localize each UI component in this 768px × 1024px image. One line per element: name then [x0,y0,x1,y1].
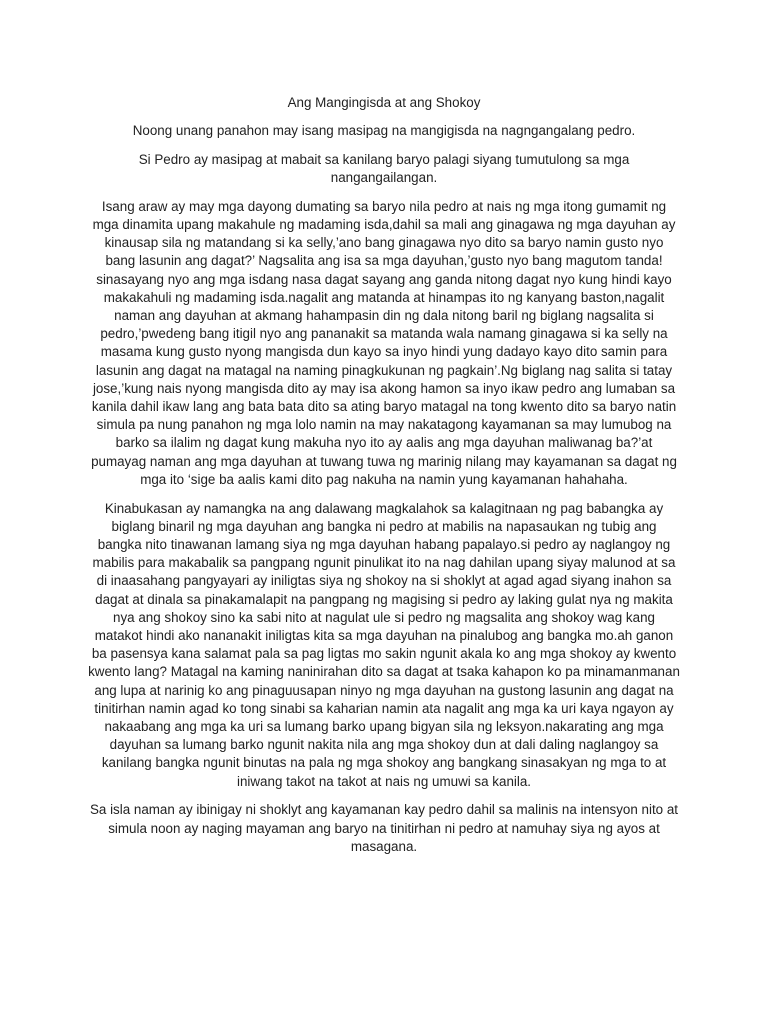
paragraph-3: Isang araw ay may mga dayong dumating sa baryo nila pedro at nais ng mga itong gumamit ng mga dinamita upang makahule ng madaming isda,dahil sa mali ang ginagawa ng mga dayuhan ay kinausap sila ng matandang si ka selly,’ano bang ginagawa nyo dito sa baryo namin gusto nyo bang lasunin ang dagat?’ Nagsalita ang isa sa mga dayuhan,’gusto nyo bang magutom tanda! sinasayang nyo ang mga isdang nasa dagat sayang ang ganda nitong dagat nyo kung hindi kayo makakahuli ng madaming isda.nagalit ang matanda at hinampas ito ng kanyang baston,nagalit naman ang dayuhan at akmang hahampasin din ng dala nitong baril ng biglang nagsalita si pedro,’pwedeng bang itigil nyo ang pananakit sa matanda wala namang ginagawa si ka selly na masama kung gusto nyong mangisda dun kayo sa inyo hindi yung dadayo kayo dito samin para lasunin ang dagat na matagal na naming pinagkukunan ng pagkain’.Ng biglang nag salita si tatay jose,’kung nais nyong mangisda dito ay may isa akong hamon sa inyo ikaw pedro ang lumaban sa kanila dahil ikaw lang ang bata bata dito sa ating baryo matagal na tong kwento dito sa baryo natin simula pa nung panahon ng mga lolo namin na may nakatagong kayamanan sa may lumubog na barko sa ilalim ng dagat kung makuha nyo ito ay aalis ang mga dayuhan maliwanag ba?’at pumayag naman ang mga dayuhan at tuwang tuwa ng marinig nilang may kayamanan sa dagat ng mga ito ‘sige ba aalis kami dito pag nakuha na namin yung kayamanan hahahaha. [91,198,677,487]
paragraph-4: Kinabukasan ay namangka na ang dalawang magkalahok sa kalagitnaan ng pag babangka ay biglang binaril ng mga dayuhan ang bangka ni pedro at mabilis na napasaukan ng tubig ang bangka nito tinawanan lamang siya ng mga dayuhan habang papalayo.si pedro ay naglangoy ng mabilis para makabalik sa pangpang ngunit pinulikat ito na nag dahilan upang siyay malunod at sa di inaasahang pangyayari ay iniligtas siya ng shokoy na si shoklyt at agad agad siyang inahon sa dagat at dinala sa pinakamalapit na pangpang ng magising si pedro ay laking gulat nya ng makita nya ang shokoy sino ka sabi nito at nagulat ule si pedro ng magsalita ang shokoy wag kang matakot hindi ako nananakit iniligtas kita sa mga dayuhan na pinalubog ang bangka mo.ah ganon ba pasensya kana salamat pala sa pag ligtas mo sakin ngunit akala ko ang mga shokoy ay kwento kwento lang? Matagal na kaming naninirahan dito sa dagat at tsaka kahapon ko pa minamanmanan ang lupa at narinig ko ang pinaguusapan ninyo ng mga dayuhan na gustong lasunin ang dagat na tinitirhan namin agad ko tong sinabi sa kaharian namin ata nagalit ang mga ka uri kaya ngayon ay nakaabang ang mga ka uri sa lumang barko upang bigyan sila ng leksyon.nakarating ang mga dayuhan sa lumang barko ngunit nakita nila ang mga shokoy dun at dali daling naglangoy sa kanilang bangka ngunit binutas na pala ng mga shokoy ang bangkang sinasakyan ng mga to at iniwang takot na takot at nais ng umuwi sa kanila. [88,500,680,789]
paragraph-1: Noong unang panahon may isang masipag na mangigisda na nagngangalang pedro. [132,123,636,139]
paragraph-5: Sa isla naman ay ibinigay ni shoklyt ang kayamanan kay pedro dahil sa malinis na intensyon nito at simula noon ay naging mayaman ang baryo na tinitirhan ni pedro at namuhay siya ng ayos at masagana. [89,802,679,854]
story-text-block [88,94,680,866]
story-title: Ang Mangingisda at ang Shokoy [287,95,481,110]
paragraph-2: Si Pedro ay masipag at mabait sa kanilang baryo palagi siyang tumutulong sa mga nangangailangan. [138,151,630,186]
